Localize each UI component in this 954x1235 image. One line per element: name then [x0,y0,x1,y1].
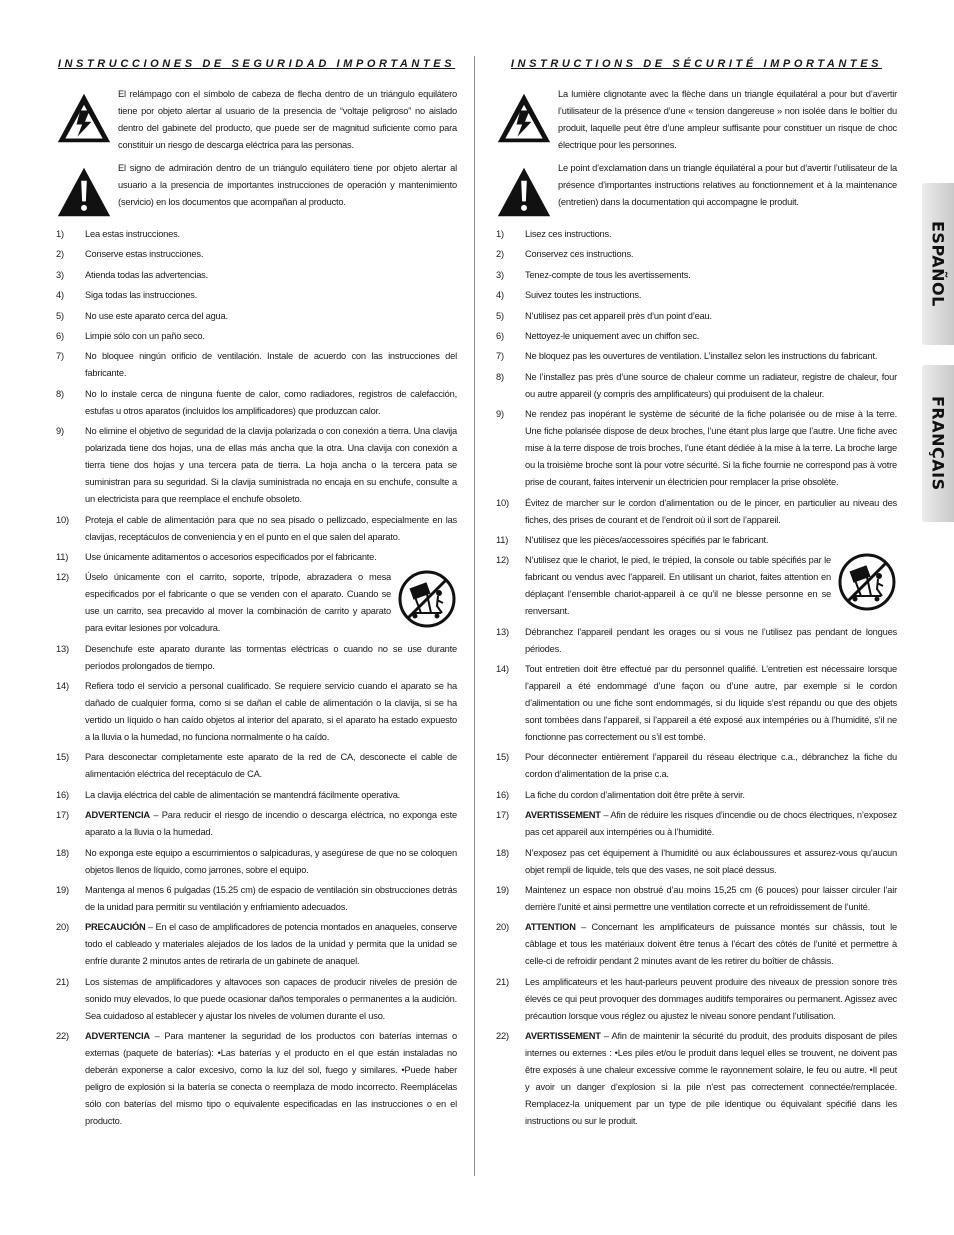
spanish-instructions-list [56,226,457,566]
item-text: No elimine el objetivo de seguridad de la clavija polarizada o con conexión a tierra. Una clavija polarizada tiene dos hojas, una de ellas más ancha que la otra. Una clavija con conexión a tierra tiene dos hojas y una tercera pata de tierra. La hoja ancha o la tercera pata se suministran para su seguridad. Si la clavija suministrada no encaja en su enchufe, consulte a un electricista para que reemplace el enchufe obsoleto. [85,426,457,505]
item-number: 13) [56,643,69,654]
item-number: 6) [56,330,64,341]
item-text: Mantenga al menos 6 pulgadas (15.25 cm) de espacio de ventilación sin obstrucciones detrás de la unidad para permitir su ventilación y enfriamiento adecuados. [85,885,457,913]
item-body: – En el caso de amplificadores de potencia montados en anaqueles, conserve todo el cableado y materiales alejados de los lados de la unidad y permita que la unidad se enfríe durante 2 minutos antes de retirarla de un gabinete de anaquel. [85,922,457,967]
lightning-warning [496,86,897,154]
list-item [496,328,897,345]
item-text: La fiche du cordon d’alimentation doit être prête à servir. [525,789,745,800]
item-emphasis: ATTENTION [525,922,576,933]
item-text: N’utilisez que les pièces/accessoires spécifiés par le fabricant. [525,534,769,545]
item-text [85,919,457,970]
item-number: 18) [496,847,509,858]
list-item [56,641,457,675]
list-item [56,246,457,263]
list-item [496,845,897,879]
item-text: No exponga este equipo a escurrimientos o salpicaduras, y asegúrese de que no se coloquen objetos llenos de líquido, como jarrones, sobre el equipo. [85,847,457,875]
item-text: Conserve estas instrucciones. [85,249,204,260]
exclamation-triangle-icon [496,164,552,220]
list-item [56,845,457,879]
item-text: N’utilisez pas cet appareil près d’un point d’eau. [525,310,712,321]
item-number: 1) [56,229,64,239]
list-item [496,882,897,916]
list-item [496,661,897,746]
list-item [56,919,457,970]
list-item [496,552,897,620]
item-number: 20) [56,922,69,933]
tab-espanol[interactable] [922,183,954,345]
lightning-bolt-icon [496,90,552,146]
item-number: 19) [56,885,69,896]
list-item [496,406,897,491]
list-item [496,369,897,403]
item-text: N’exposez pas cet équipement à l’humidité ou aux éclaboussures et assurez-vous qu’aucun objet rempli de liquide, tels que des vases, ne soit placé dessus. [525,847,897,875]
item-number: 2) [496,249,504,260]
list-item [496,624,897,658]
item-number: 13) [496,626,509,637]
list-item [56,348,457,382]
item-number: 7) [496,351,504,362]
item-number: 9) [56,426,64,437]
item-number: 16) [56,789,69,800]
list-item [496,287,897,304]
list-item [496,308,897,325]
column-divider [474,56,475,1176]
item-number: 15) [56,752,69,763]
item-number: 22) [56,1031,69,1042]
item-body: – Concernant les amplificateurs de puissance montés sur châssis, tout le câblage et tous les matériaux doivent être tenus à l’écart des côtés de l’unité et permettre à celle-ci de refroidir pendant 2 minutes avant de les retirer du boîtier de châssis. [525,922,897,967]
list-item [56,678,457,746]
item-text: Ne rendez pas inopérant le système de sécurité de la fiche polarisée ou de mise à la terre. Une fiche polarisée dispose de deux broches, l’une étant plus large que l’autre. Une fiche avec mise à la terre dispose de trois broches, l’une étant dédiée à la mise à la terre. La broche large ou la troisième broche sont là pour votre sécurité. Si la fiche fournie ne correspond pas à votre prise de courant, faites intervenir un électricien pour remplacer la prise obsolète. [525,409,897,488]
item-text: Pour déconnecter entièrement l’appareil du réseau électrique c.a., débranchez la fiche du cordon d’alimentation de la prise c.a. [525,752,897,780]
item-text: No bloquee ningún orificio de ventilación. Instale de acuerdo con las instrucciones del fabricante. [85,351,457,379]
item-text: Suivez toutes les instructions. [525,290,642,301]
list-item [56,569,457,637]
list-item [496,532,897,549]
item-text: No use este aparato cerca del agua. [85,310,228,321]
item-body: – Afin de maintenir la sécurité du produit, des produits disposant de piles internes ou externes : •Les piles et/ou le produit dans lequel elles se trouvent, ne doivent pas être exposés à une chaleur excessive comme le rayonnement solaire, le feu ou autre. •Il peut y avoir un danger d’explosion si la pile n’est pas correctement connectée/remplacée. Remplacez-la uniquement par un type de pile identique ou équivalant spécifié dans les instructions ou sur le produit. [525,1031,897,1127]
item-body: – Para mantener la seguridad de los productos con baterías internas o externas (paquete de baterías): •Las baterías y el producto en el que están instaladas no deberán exponerse a calor excesivo, como la luz del sol, fuego y similares. •Puede haber peligro de explosión si la batería se conecta o reemplaza de modo incorrecto. Reemplácelas sólo con baterías del mismo tipo o equivalente especificadas en las instrucciones o en el producto. [85,1031,457,1127]
spanish-title: INSTRUCCIONES DE SEGURIDAD IMPORTANTES [57,58,456,70]
list-item [56,226,457,243]
item-number: 9) [496,409,504,420]
spanish-column [56,56,457,1134]
cart-tip-over-icon [397,569,457,629]
item-text: Évitez de marcher sur le cordon d’alimentation ou de le pincer, en particulier au niveau des fiches, des prises de courant et de l’endroit où il sort de l’appareil. [525,497,897,525]
item-text [525,919,897,970]
french-instructions-list [496,226,897,549]
french-title: INSTRUCTIONS DE SÉCURITÉ IMPORTANTES [510,58,883,70]
item-number: 12) [496,555,509,566]
item-text: Lisez ces instructions. [525,229,612,239]
list-item [56,749,457,783]
item-number: 5) [56,310,64,321]
list-item [496,226,897,243]
lightning-bolt-icon [56,90,112,146]
item-text [525,807,897,841]
list-item [56,807,457,841]
item-text: Proteja el cable de alimentación para que no sea pisado o pellizcado, especialmente en las clavijas, receptáculos de conveniencia y en el punto en el que salen del aparato. [85,514,457,542]
list-item [56,287,457,304]
item-emphasis: AVERTISSEMENT [525,810,601,821]
list-item [56,512,457,546]
list-item [496,495,897,529]
list-item [56,386,457,420]
list-item [56,423,457,508]
list-item [496,1028,897,1130]
item-text: Atienda todas las advertencias. [85,269,209,280]
list-item [496,246,897,263]
item-body: – Para reducir el riesgo de incendio o descarga eléctrica, no exponga este aparato a la lluvia o la humedad. [85,810,457,838]
item-number: 11) [496,534,509,545]
item-text: Ne l’installez pas près d’une source de chaleur comme un radiateur, registre de chaleur, four ou autre appareil (y compris des amplificateurs) qui produisent de la chaleur. [525,371,897,399]
item-number: 17) [496,810,509,821]
item-number: 17) [56,810,69,821]
list-item [496,787,897,804]
item-text: Nettoyez-le uniquement avec un chiffon sec. [525,330,700,341]
item-number: 18) [56,847,69,858]
item-text: Refiera todo el servicio a personal cualificado. Se requiere servicio cuando el aparato se ha dañado de cualquier forma, como si se dañan el cable de alimentación o la clavija, si se ha vertido un líquido o han caído objetos al interior del aparato, si el aparato ha estado expuesto a la lluvia o la humedad, no funciona normalmente o ha caído. [85,681,457,743]
tab-espanol-label: ESPAÑOL [928,221,948,307]
list-item [56,549,457,566]
cart-tip-over-icon [837,552,897,612]
lightning-warning-text: El relámpago con el símbolo de cabeza de flecha dentro de un triángulo equilátero tiene por objeto alertar al usuario de la presencia de “voltaje peligroso” no aislado dentro del gabinete del producto, que puede ser de magnitud suficiente como para constituir un riesgo de descarga eléctrica para las personas. [118,89,457,150]
item-number: 21) [56,976,69,987]
list-item [56,1028,457,1130]
item-text [85,807,457,841]
list-item [56,882,457,916]
exclamation-triangle-icon [56,164,112,220]
list-item [496,974,897,1025]
item-text [85,1028,457,1130]
item-body: – Afin de réduire les risques d’incendie ou de chocs électriques, n’exposez pas cet appareil aux intempéries ou à l’humidité. [525,810,897,838]
item-text: Ne bloquez pas les ouvertures de ventilation. L’installez selon les instructions du fabricant. [525,351,878,362]
item-text: Maintenez un espace non obstrué d’au moins 15,25 cm (6 pouces) pour laisser circuler l’air derrière l’unité et ainsi permettre une ventilation correcte et un refroidissement de l’unité. [525,885,897,913]
item-text: La clavija eléctrica del cable de alimentación se mantendrá fácilmente operativa. [85,789,401,800]
item-number: 10) [496,497,509,508]
exclamation-warning [496,160,897,220]
list-item [56,328,457,345]
item-emphasis: ADVERTENCIA [85,1031,150,1042]
item-text: N’utilisez que le chariot, le pied, le trépied, la console ou table spécifiés par le fabricant ou vendus avec l’appareil. En utilisant un chariot, faites attention en déplaçant l’ensemble chariot-appareil à ce qu’il ne blesse personne en se renversant. [525,555,831,617]
exclamation-warning [56,160,457,220]
list-item [496,267,897,284]
item-number: 6) [496,330,504,341]
item-number: 22) [496,1031,509,1042]
item-number: 10) [56,514,69,525]
item-number: 19) [496,885,509,896]
item-text: Siga todas las instrucciones. [85,290,198,301]
list-item [56,974,457,1025]
item-emphasis: PRECAUCIÓN [85,922,146,933]
list-item [496,749,897,783]
item-text: Limpie sólo con un paño seco. [85,330,205,341]
item-text: Úselo únicamente con el carrito, soporte, trípode, abrazadera o mesa especificados por el fabricante o que se venden con el aparato. Cuando se use un carrito, sea precavido al mover la combinación de carrito y aparato para evitar lesiones por volcadura. [85,572,391,634]
french-instructions-list-continued [496,624,897,1131]
item-number: 12) [56,572,69,583]
item-number: 21) [496,976,509,987]
item-number: 11) [56,551,69,562]
tab-francais-label: FRANÇAIS [928,396,948,491]
item-text: No lo instale cerca de ninguna fuente de calor, como radiadores, registros de calefacción, estufas u otros aparatos (incluidos los amplificadores) que produzcan calor. [85,388,457,416]
item-number: 15) [496,752,509,763]
french-column [496,56,897,1134]
item-number: 8) [496,371,504,382]
item-number: 4) [56,290,64,301]
item-text: Para desconectar completamente este aparato de la red de CA, desconecte el cable de alimentación eléctrica del receptáculo de CA. [85,752,457,780]
item-number: 20) [496,922,509,933]
lightning-warning-text: La lumière clignotante avec la flèche dans un triangle équilatéral a pour but d’avertir l’utilisateur de la présence d’une « tension dangereuse » non isolée dans le boîtier du produit, laquelle peut être d’une ampleur suffisante pour constituer un risque de choc électrique pour les personnes. [558,89,897,150]
list-item [496,919,897,970]
item-text: Tout entretien doit être effectué par du personnel qualifié. L’entretien est nécessaire lorsque l’appareil a été endommagé d’une façon ou d’une autre, par exemple si le cordon d’alimentation ou une fiche sont endommagés, si du liquide s’est répandu ou que des objets sont tombées dans l’appareil, si l’appareil a été exposé aux intempéries ou à l’humidité, s’il ne fonctionne pas correctement ou s’il est tombé. [525,664,897,743]
item-emphasis: ADVERTENCIA [85,810,150,821]
item-text: Conservez ces instructions. [525,249,634,260]
lightning-warning [56,86,457,154]
exclamation-warning-text: El signo de admiración dentro de un triángulo equilátero tiene por objeto alertar al usuario a la presencia de importantes instrucciones de operación y mantenimiento (servicio) en los documentos que acompañan al producto. [118,163,457,207]
list-item [56,267,457,284]
exclamation-warning-text: Le point d’exclamation dans un triangle équilatéral a pour but d’avertir l’utilisateur de la présence d’importantes instructions relatives au fonctionnement et à la maintenance (entretien) dans la documentation qui accompagne le produit. [558,163,897,207]
list-item [496,348,897,365]
item-text: Los sistemas de amplificadores y altavoces son capaces de producir niveles de presión de sonido muy elevados, lo que puede ocasionar daños temporales o permanentes a la audición. Sea cuidadoso al establecer y ajustar los niveles de volumen durante el uso. [85,976,457,1021]
item-number: 4) [496,290,504,301]
item-text: Les amplificateurs et les haut-parleurs peuvent produire des niveaux de pression sonore très élevés ce qui peut provoquer des dommages auditifs temporaires ou permanent. Agissez avec précaution lorsque vous réglez ou ajustez le niveau sonore pendant l’utilisation. [525,976,897,1021]
item-number: 16) [496,789,509,800]
item-text: Lea estas instrucciones. [85,229,180,239]
spanish-instructions-list-continued [56,641,457,1131]
list-item [56,308,457,325]
list-item [496,807,897,841]
item-text: Débranchez l’appareil pendant les orages ou si vous ne l’utilisez pas pendant de longues périodes. [525,626,897,654]
item-number: 7) [56,351,64,362]
item-text: Tenez-compte de tous les avertissements. [525,269,691,280]
item-number: 8) [56,388,64,399]
item-emphasis: AVERTISSEMENT [525,1031,601,1042]
item-text [525,1028,897,1130]
item-number: 3) [496,269,504,280]
item-text: Desenchufe este aparato durante las tormentas eléctricas o cuando no se use durante períodos prolongados de tiempo. [85,643,457,671]
list-item [56,787,457,804]
tab-francais[interactable] [922,365,954,522]
item-number: 5) [496,310,504,321]
item-number: 14) [496,664,509,675]
item-number: 2) [56,249,64,260]
item-number: 1) [496,229,504,239]
item-text: Use únicamente aditamentos o accesorios especificados por el fabricante. [85,551,377,562]
item-number: 14) [56,681,69,692]
item-number: 3) [56,269,64,280]
